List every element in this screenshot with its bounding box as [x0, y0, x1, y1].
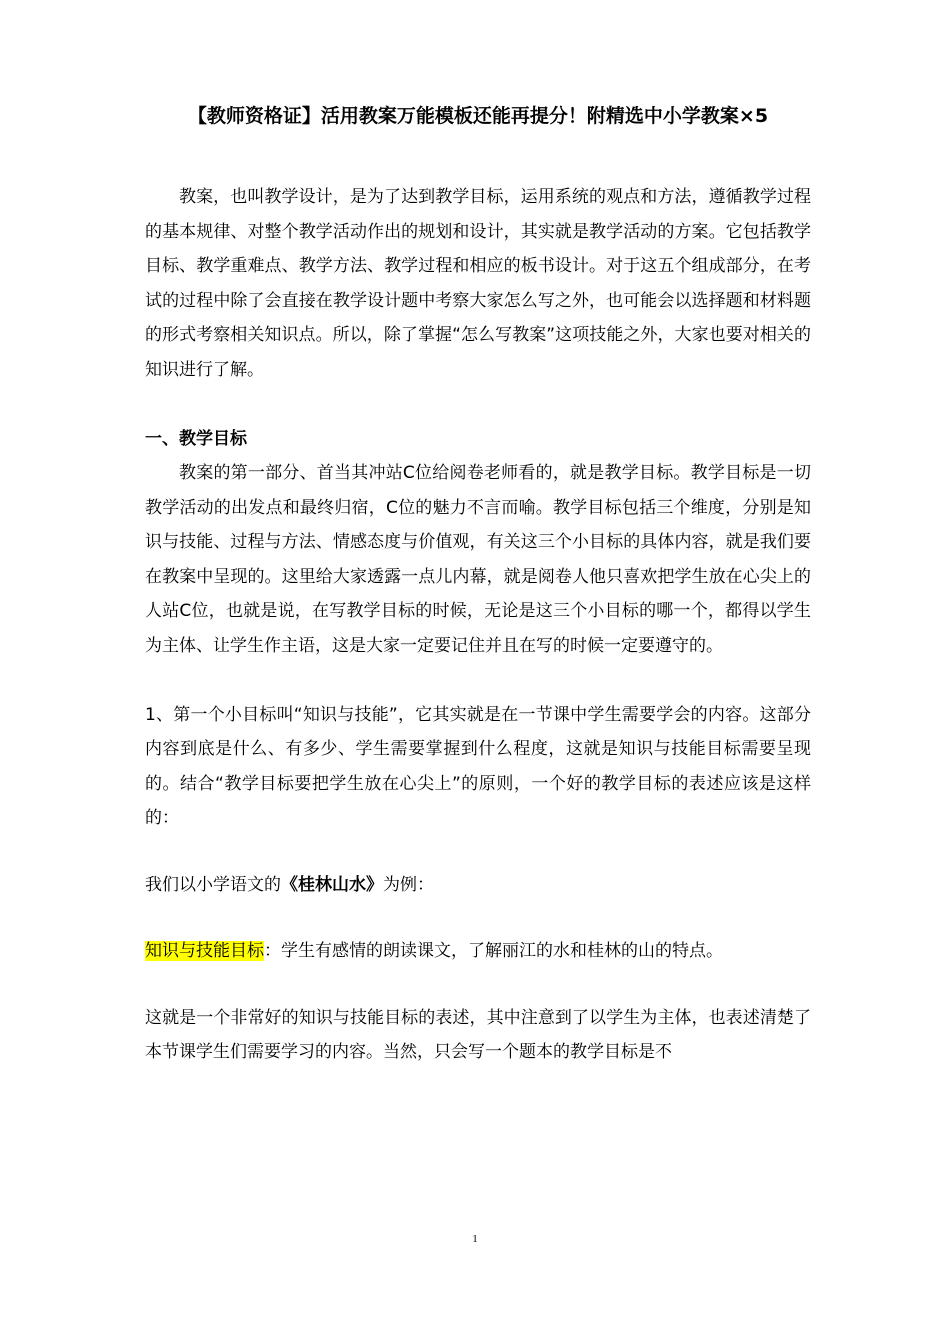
- example-suffix: 为例：: [383, 874, 434, 895]
- goal-label-highlight: 知识与技能目标: [145, 941, 264, 961]
- page-number: 1: [472, 1233, 478, 1245]
- goal-text: ：学生有感情的朗读课文，了解丽江的水和桂林的山的特点。: [264, 941, 723, 961]
- closing-paragraph: 这就是一个非常好的知识与技能目标的表述，其中注意到了以学生为主体，也表述清楚了本节课学生们需要学习的内容。当然，只会写一个题本的教学目标是不: [145, 1007, 811, 1062]
- example-line: [145, 868, 811, 903]
- document-body: [145, 100, 811, 1070]
- knowledge-skills-paragraph: 1、第一个小目标叫“知识与技能”，它其实就是在一节课中学生需要学会的内容。这部分内容到底是什么、有多少、学生需要掌握到什么程度，这就是知识与技能目标需要呈现的。结合“教学目标要把学生放在心尖上”的原则，一个好的教学目标的表述应该是这样的：: [145, 704, 811, 828]
- intro-paragraph: 教案，也叫教学设计，是为了达到教学目标，运用系统的观点和方法，遵循教学过程的基本规律、对整个教学活动作出的规划和设计，其实就是教学活动的方案。它包括教学目标、教学重难点、教学方法、教学过程和相应的板书设计。对于这五个组成部分，在考试的过程中除了会直接在教学设计题中考察大家怎么写之外，也可能会以选择题和材料题的形式考察相关知识点。所以，除了掌握“怎么写教案”这项技能之外，大家也要对相关的知识进行了解。: [145, 187, 811, 380]
- example-prefix: 我们以小学语文的: [145, 874, 281, 895]
- section-heading-teaching-goals: 一、教学目标: [145, 428, 247, 449]
- document-title: 【教师资格证】活用教案万能模板还能再提分！附精选中小学教案×5: [187, 105, 769, 127]
- teaching-goals-paragraph: 教案的第一部分、首当其冲站C位给阅卷老师看的，就是教学目标。教学目标是一切教学活动的出发点和最终归宿，C位的魅力不言而喻。教学目标包括三个维度，分别是知识与技能、过程与方法、情感态度与价值观，有关这三个小目标的具体内容，就是我们要在教案中呈现的。这里给大家透露一点儿内幕，就是阅卷人他只喜欢把学生放在心尖上的人站C位，也就是说，在写教学目标的时候，无论是这三个小目标的哪一个，都得以学生为主体、让学生作主语，这是大家一定要记住并且在写的时候一定要遵守的。: [145, 463, 811, 656]
- example-lesson-title: 《桂林山水》: [281, 874, 383, 895]
- goal-example-line: [145, 934, 811, 969]
